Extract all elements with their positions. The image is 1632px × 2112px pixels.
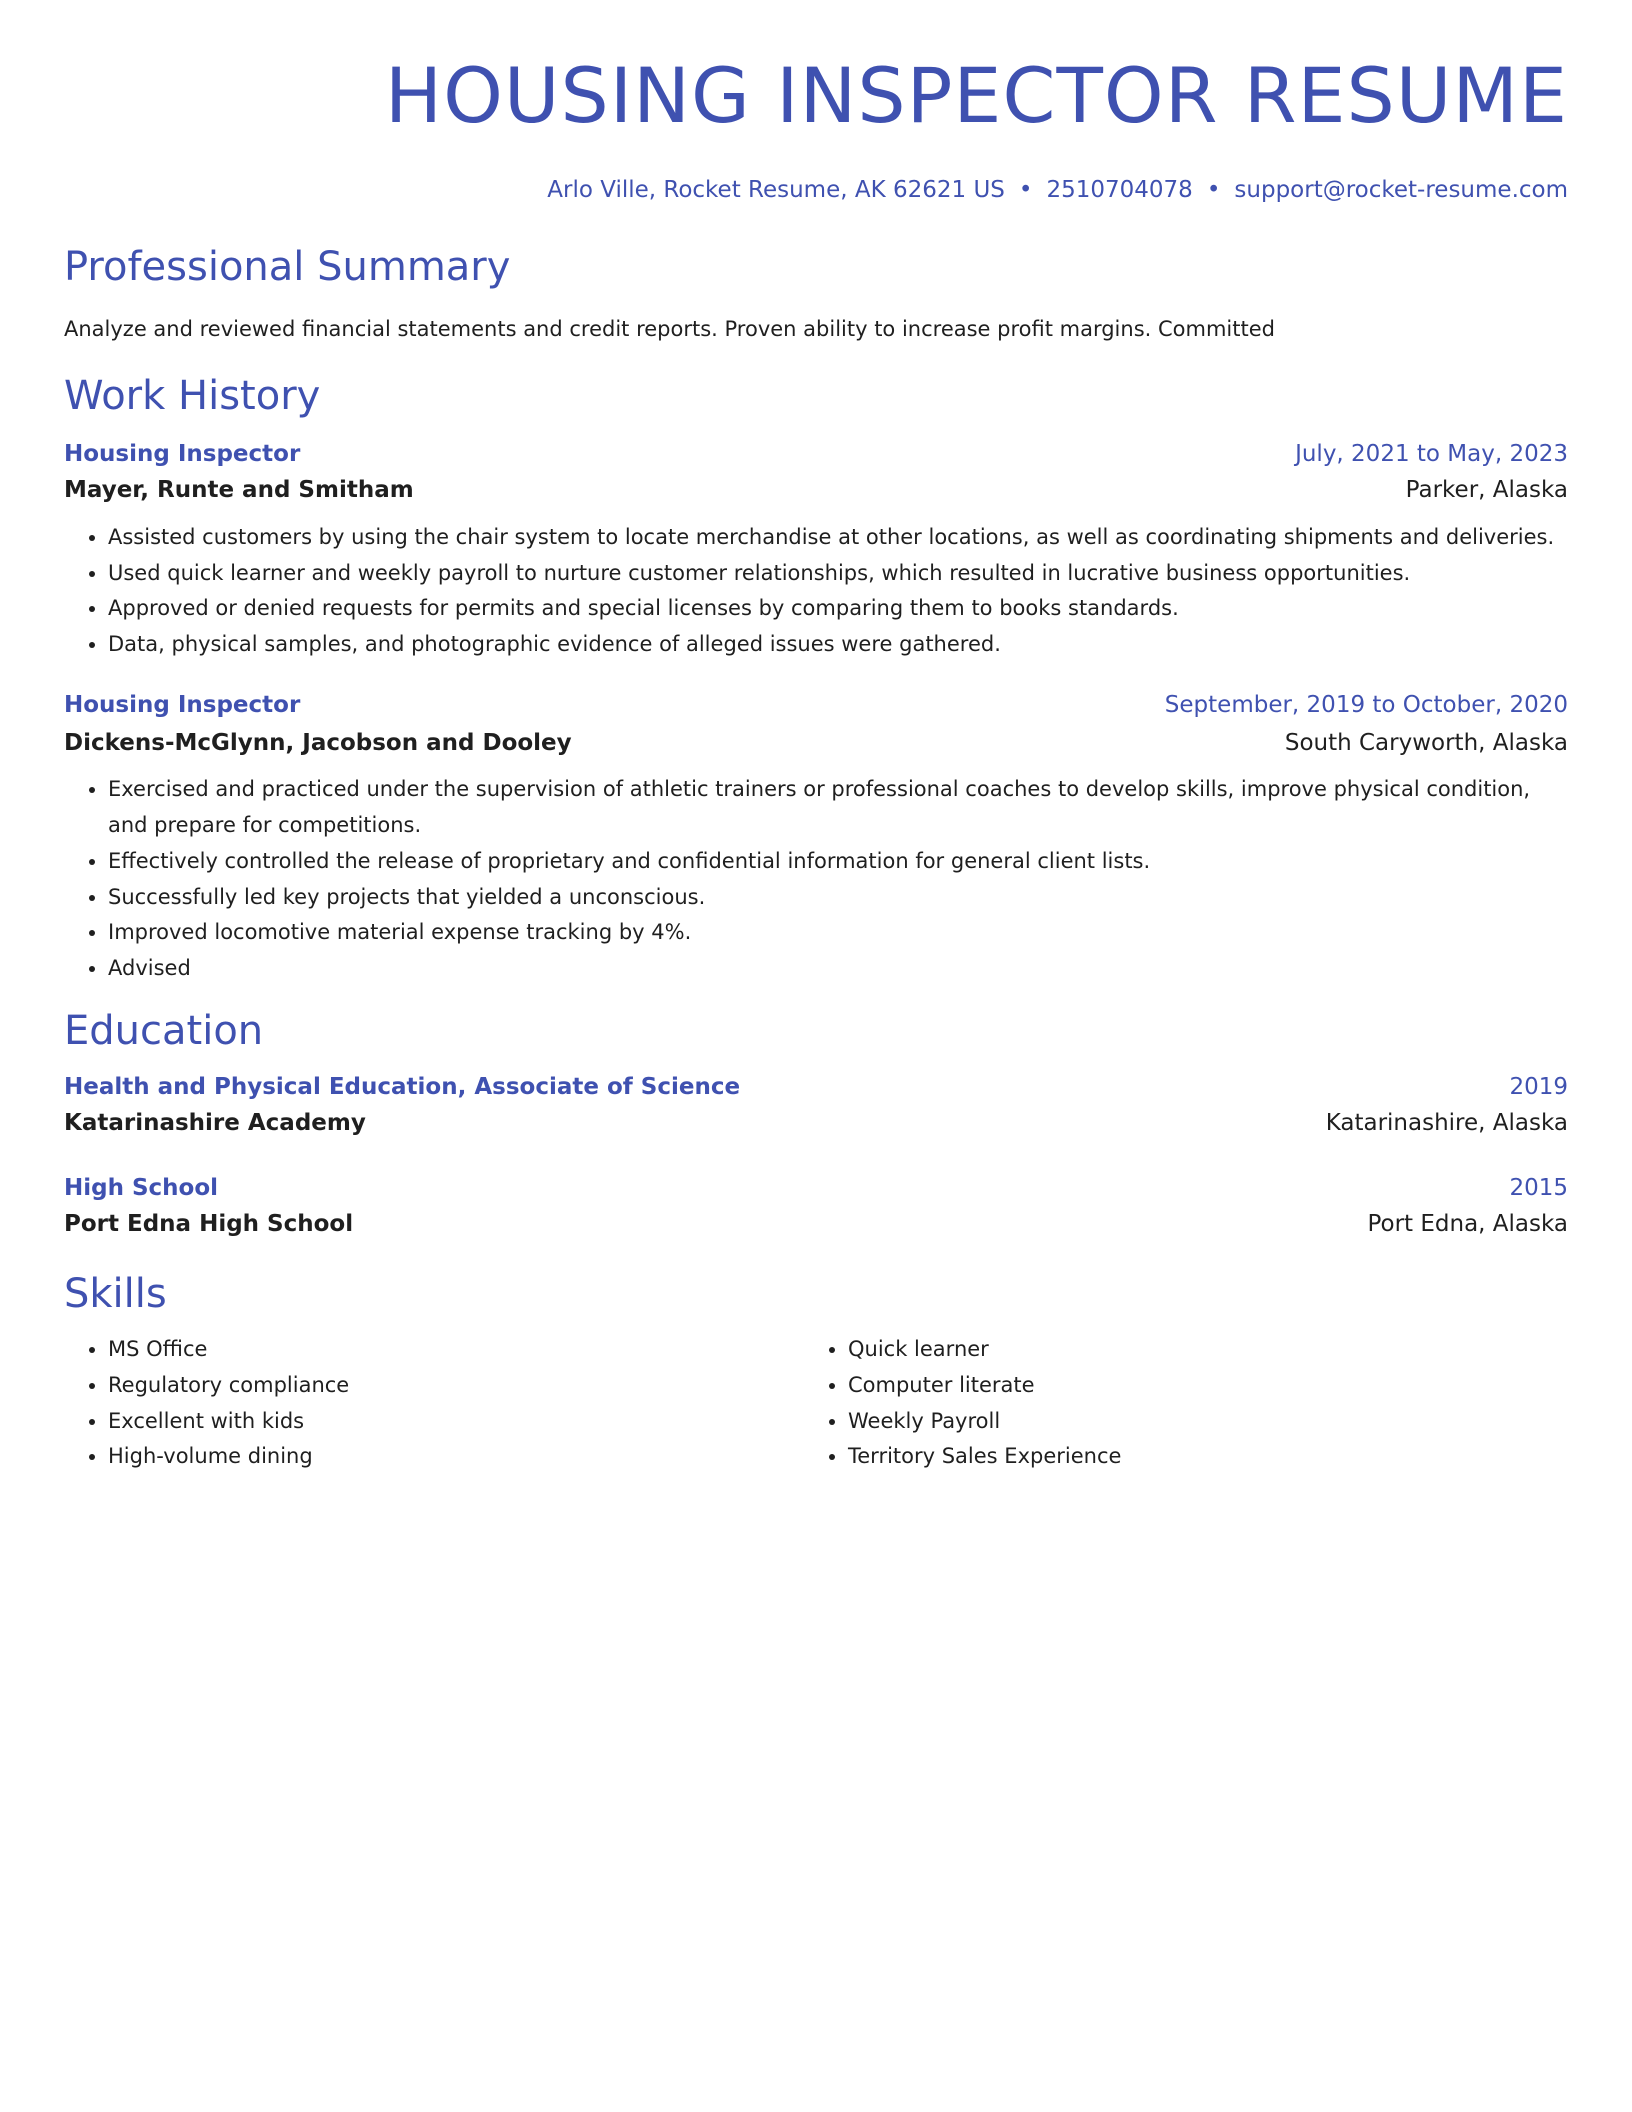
education-entry: [64, 1073, 1568, 1139]
job-dates: July, 2021 to May, 2023: [1295, 441, 1568, 468]
job-entry: [64, 440, 1568, 663]
job-entry: [64, 691, 1568, 987]
contact-line: [64, 177, 1568, 205]
job-title: Housing Inspector: [64, 441, 301, 468]
skill-item: • Computer literate: [848, 1368, 1544, 1404]
skill-item: • Regulatory compliance: [108, 1368, 804, 1404]
skill-item: • Excellent with kids: [108, 1404, 804, 1440]
education-entry: [64, 1174, 1568, 1240]
resume-title: HOUSING INSPECTOR RESUME: [384, 51, 1568, 140]
contact-address: Arlo Ville, Rocket Resume, AK 62621 US: [547, 177, 1005, 204]
job-duty: • Used quick learner and weekly payroll to nurture customer relationships, which resulted in lucrative business opportunities.: [108, 556, 1568, 592]
contact-separator: •: [1018, 177, 1033, 204]
education-location: Katarinashire, Alaska: [1325, 1109, 1568, 1136]
skills-section: [64, 1270, 1568, 1475]
education-school: Port Edna High School: [64, 1211, 354, 1238]
skills-columns: [64, 1332, 1568, 1475]
job-duty: • Assisted customers by using the chair system to locate merchandise at other locations, as well as coordinating shipments and deliveries.: [108, 520, 1568, 556]
job-duty: • Successfully led key projects that yielded a unconscious.: [108, 880, 1568, 916]
skills-list-left: [64, 1332, 804, 1475]
contact-email: support@rocket-resume.com: [1234, 177, 1568, 204]
skill-item: • Weekly Payroll: [848, 1404, 1544, 1440]
contact-separator: •: [1206, 177, 1221, 204]
summary-section: [64, 243, 1568, 344]
job-title: Housing Inspector: [64, 691, 301, 718]
skills-heading: Skills: [64, 1271, 167, 1318]
education-school: Katarinashire Academy: [64, 1109, 366, 1136]
job-dates: September, 2019 to October, 2020: [1164, 691, 1568, 718]
job-duty: • Advised: [108, 951, 1568, 987]
job-duties: [64, 772, 1568, 986]
skill-item: • Territory Sales Experience: [848, 1439, 1544, 1475]
job-duty: • Data, physical samples, and photographic evidence of alleged issues were gathered.: [108, 627, 1568, 663]
skill-item: • Quick learner: [848, 1332, 1544, 1368]
education-year: 2015: [1509, 1175, 1568, 1202]
job-location: Parker, Alaska: [1405, 477, 1568, 504]
skills-list-right: [804, 1332, 1544, 1475]
job-duties: [64, 520, 1568, 663]
contact-phone: 2510704078: [1046, 177, 1193, 204]
skill-item: • High-volume dining: [108, 1439, 804, 1475]
summary-text: Analyze and reviewed financial statements and credit reports. Proven ability to increase profit margins. Committed: [64, 316, 1275, 341]
job-location: South Caryworth, Alaska: [1284, 729, 1568, 756]
job-company: Dickens-McGlynn, Jacobson and Dooley: [64, 729, 572, 756]
skill-item: • MS Office: [108, 1332, 804, 1368]
education-year: 2019: [1509, 1073, 1568, 1100]
education-degree: Health and Physical Education, Associate of Science: [64, 1073, 741, 1100]
job-company: Mayer, Runte and Smitham: [64, 477, 414, 504]
job-duty: • Exercised and practiced under the supervision of athletic trainers or professional coaches to develop skills, improve physical condition, and prepare for competitions.: [108, 772, 1568, 843]
education-section: [64, 1007, 1568, 1241]
education-location: Port Edna, Alaska: [1367, 1211, 1568, 1238]
job-duty: • Approved or denied requests for permits and special licenses by comparing them to books standards.: [108, 591, 1568, 627]
summary-heading: Professional Summary: [64, 243, 511, 290]
work-heading: Work History: [64, 373, 321, 420]
job-duty: • Effectively controlled the release of proprietary and confidential information for general client lists.: [108, 844, 1568, 880]
education-heading: Education: [64, 1007, 264, 1054]
education-degree: High School: [64, 1175, 219, 1202]
job-duty: • Improved locomotive material expense tracking by 4%.: [108, 915, 1568, 951]
work-section: [64, 372, 1568, 986]
